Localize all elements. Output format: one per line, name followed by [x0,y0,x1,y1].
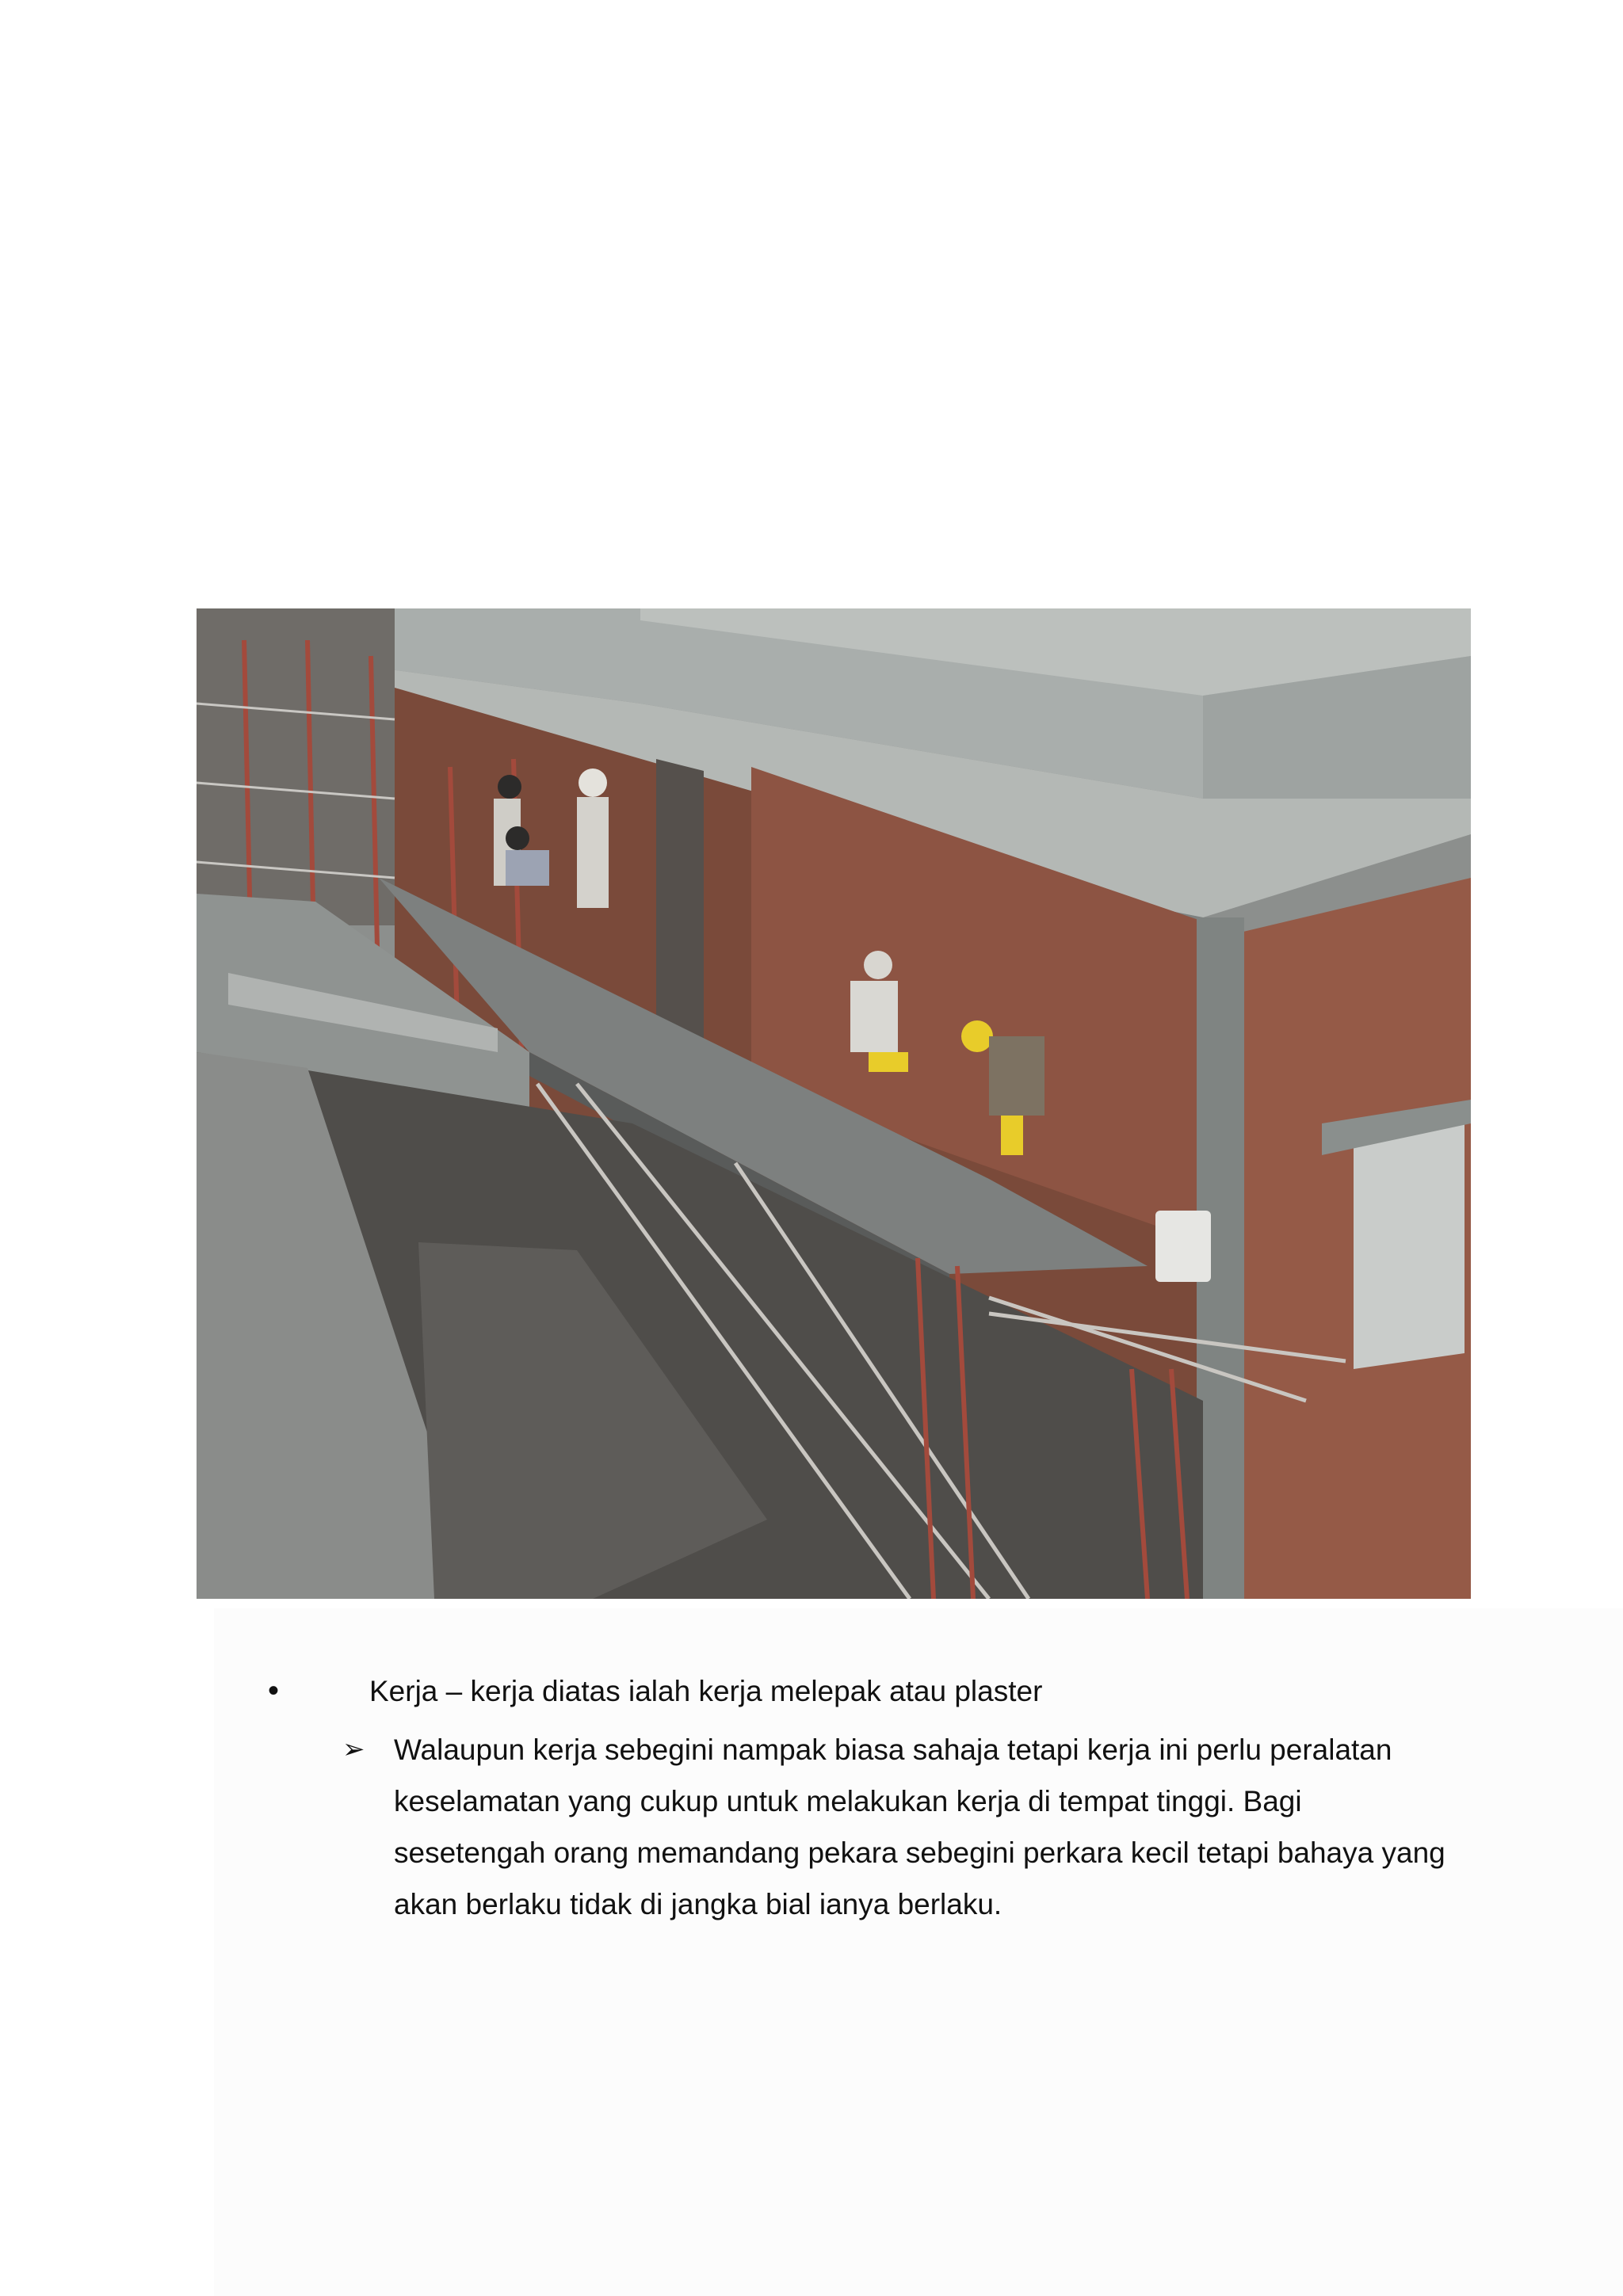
bullet-text: Kerja – kerja diatas ialah kerja melepak atau plaster [369,1675,1043,1707]
sub-item-text: Walaupun kerja sebegini nampak biasa sahaja tetapi kerja ini perlu peralatan keselamatan yang cukup untuk melakukan kerja di tempat tinggi. Bagi sesetengah orang memandang pekara sebegini perkara kecil tetapi bahaya yang akan berlaku tidak di jangka bial ianya berlaku. [394,1733,1445,1920]
sub-list-item [342,1724,1468,1930]
bullet-icon: • [268,1673,280,1708]
list-item [268,1672,1042,1711]
arrow-bullet-icon: ➢ [342,1734,365,1764]
construction-photo [197,608,1471,1599]
page-background-shade [214,1608,1623,2296]
